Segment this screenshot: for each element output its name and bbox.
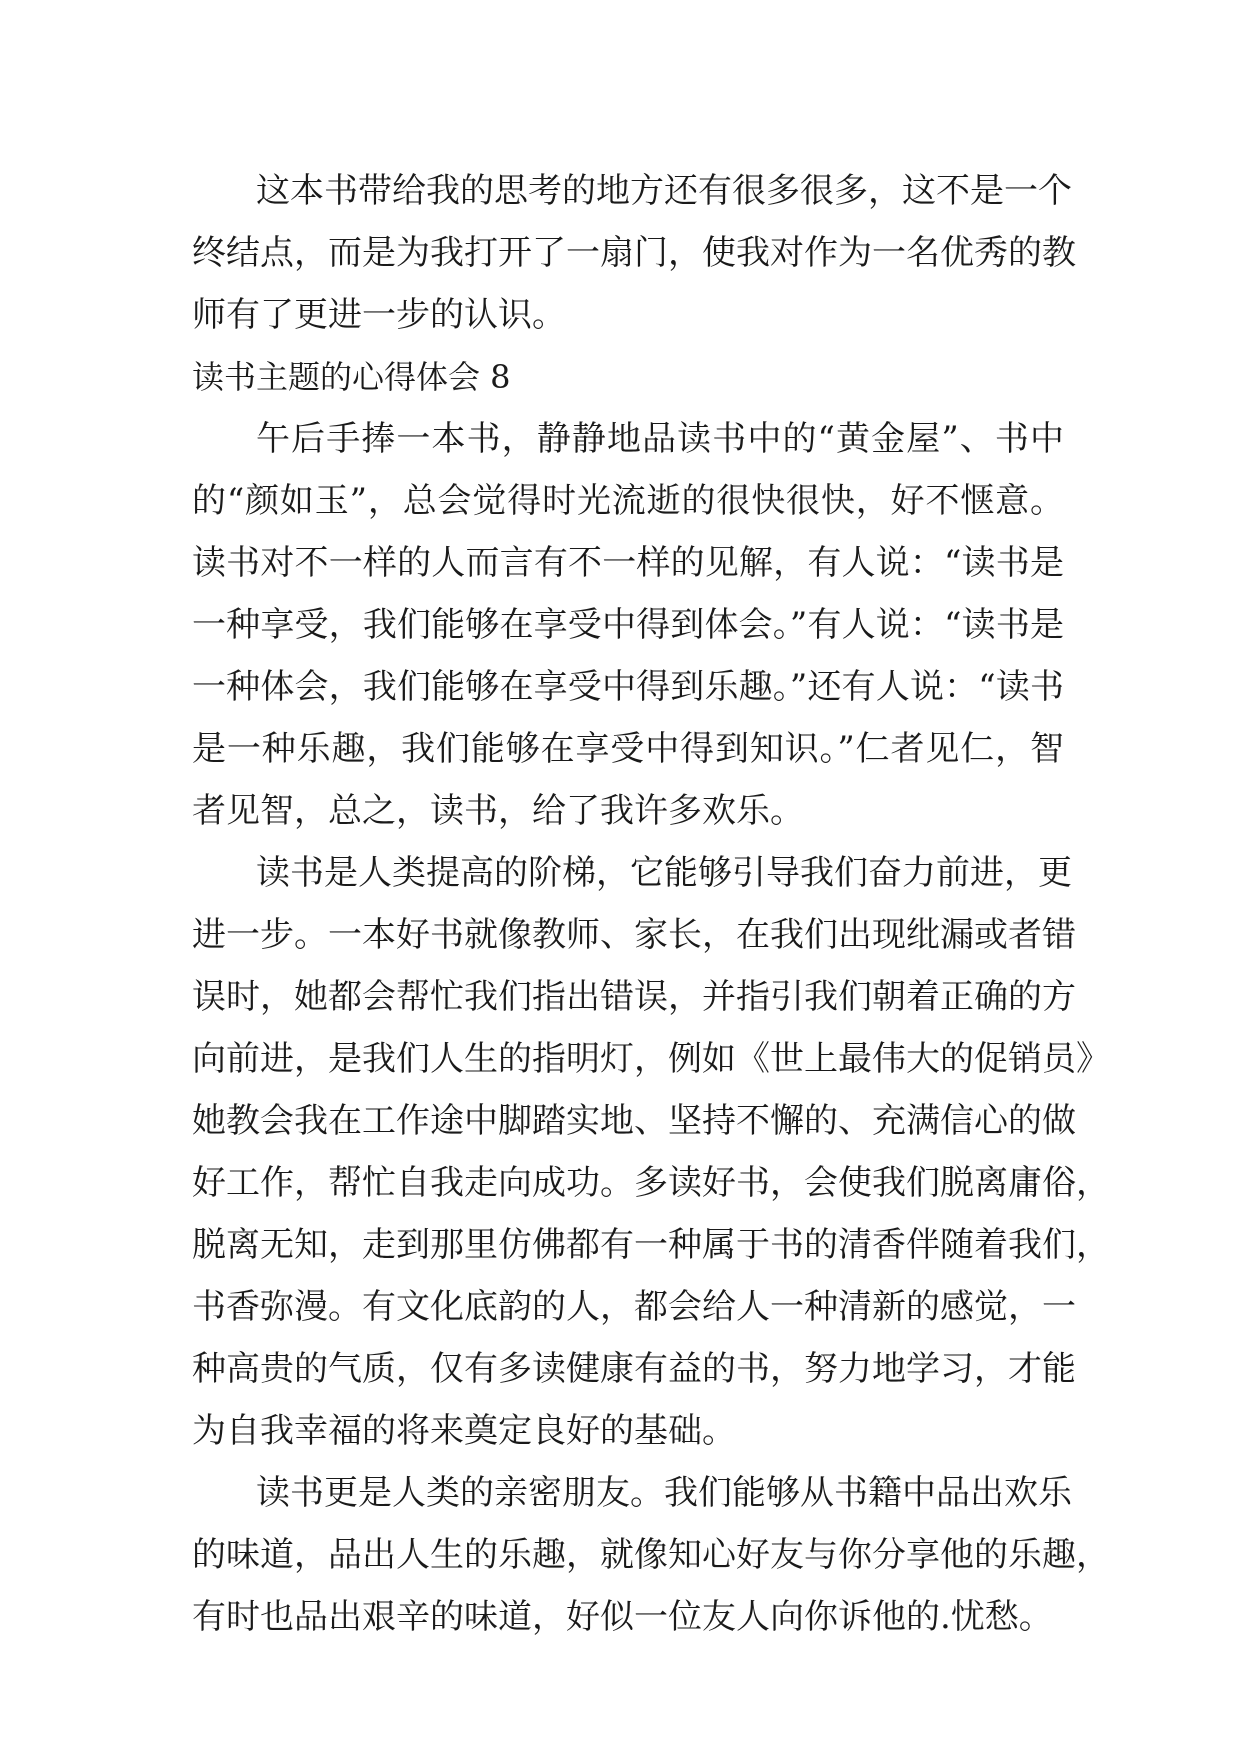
paragraph-line: 这本书带给我的思考的地方还有很多很多，这不是一个 (256, 171, 1072, 211)
section-heading: 读书主题的心得体会 8 (192, 358, 511, 396)
paragraph-line: 书香弥漫。有文化底韵的人，都会给人一种清新的感觉，一 (192, 1287, 1076, 1327)
paragraph-line: 误时，她都会帮忙我们指出错误，并指引我们朝着正确的方 (192, 977, 1076, 1017)
paragraph-line: 终结点，而是为我打开了一扇门，使我对作为一名优秀的教 (192, 233, 1076, 273)
paragraph-line: 一种体会，我们能够在享受中得到乐趣。”还有人说：“读书 (192, 667, 1064, 707)
paragraph-line: 读书对不一样的人而言有不一样的见解，有人说：“读书是 (192, 543, 1064, 583)
paragraph-line: 脱离无知，走到那里仿佛都有一种属于书的清香伴随着我们， (192, 1225, 1110, 1265)
paragraph-line: 好工作，帮忙自我走向成功。多读好书，会使我们脱离庸俗， (192, 1163, 1110, 1203)
paragraph-line: 种高贵的气质，仅有多读健康有益的书，努力地学习，才能 (192, 1349, 1076, 1389)
paragraph-line: 一种享受，我们能够在享受中得到体会。”有人说：“读书是 (192, 605, 1064, 645)
document-body (192, 160, 1110, 1648)
paragraph-line: 读书更是人类的亲密朋友。我们能够从书籍中品出欢乐 (256, 1473, 1072, 1513)
paragraph-line: 向前进，是我们人生的指明灯，例如《世上最伟大的促销员》 (192, 1039, 1110, 1079)
paragraph-line: 的味道，品出人生的乐趣，就像知心好友与你分享他的乐趣， (192, 1535, 1110, 1575)
paragraph-line: 进一步。一本好书就像教师、家长，在我们出现纰漏或者错 (192, 915, 1076, 955)
paragraph-line: 有时也品出艰辛的味道，好似一位友人向你诉他的.忧愁。 (192, 1597, 1053, 1637)
paragraph-line: 午后手捧一本书，静静地品读书中的“黄金屋”、书中 (256, 419, 1064, 459)
paragraph-line: 者见智，总之，读书，给了我许多欢乐。 (192, 791, 804, 831)
paragraph-line: 的“颜如玉”，总会觉得时光流逝的很快很快，好不惬意。 (192, 481, 1064, 521)
paragraph-line: 读书是人类提高的阶梯，它能够引导我们奋力前进，更 (256, 853, 1072, 893)
paragraph-line: 为自我幸福的将来奠定良好的基础。 (192, 1411, 736, 1451)
paragraph-line: 师有了更进一步的认识。 (192, 295, 566, 335)
paragraph-line: 她教会我在工作途中脚踏实地、坚持不懈的、充满信心的做 (192, 1101, 1076, 1141)
paragraph-line: 是一种乐趣，我们能够在享受中得到知识。”仁者见仁，智 (192, 729, 1064, 769)
